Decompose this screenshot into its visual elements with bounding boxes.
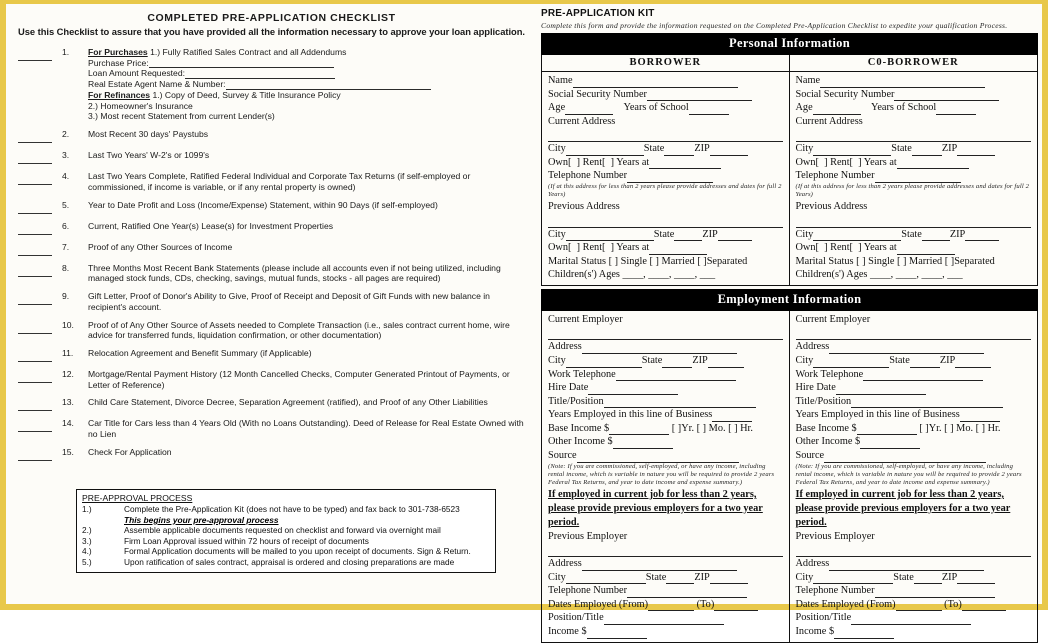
previous-address-label: Previous Address bbox=[795, 200, 868, 212]
item-number: 6. bbox=[62, 220, 70, 231]
checklist-item bbox=[18, 171, 527, 192]
prev-zip-input[interactable] bbox=[965, 230, 999, 241]
prev-position-title-label: Position/Title bbox=[548, 612, 604, 624]
checkbox-blank-line[interactable] bbox=[18, 352, 52, 362]
work-telephone-input[interactable] bbox=[616, 370, 736, 381]
step-text: Upon ratification of sales contract, appraisal is ordered and closing preparations are made bbox=[124, 557, 455, 568]
checklist-item bbox=[18, 320, 527, 341]
state-label: State bbox=[643, 143, 665, 155]
previous-employer-label: Previous Employer bbox=[795, 530, 875, 542]
pre-approval-step bbox=[82, 504, 490, 515]
name-label: Name bbox=[548, 75, 573, 86]
source-input[interactable] bbox=[577, 452, 739, 463]
base-income-label: Base Income $ bbox=[795, 422, 857, 434]
previous-address-label: Previous Address bbox=[548, 200, 620, 212]
rent-label[interactable]: ] Rent[ bbox=[824, 156, 853, 168]
prev-state-label: State bbox=[901, 228, 922, 240]
emp-address-input[interactable] bbox=[582, 343, 737, 354]
two-year-warning: If employed in current job for less than 2 years, please provide previous employers for a two year period. bbox=[548, 488, 763, 528]
step-number: 5.) bbox=[82, 557, 92, 568]
prev-state-input[interactable] bbox=[674, 230, 702, 241]
prev-city-label: City bbox=[548, 228, 566, 240]
checklist-title: COMPLETED PRE-APPLICATION CHECKLIST bbox=[147, 12, 396, 24]
checklist-item bbox=[18, 263, 527, 284]
prev-emp-city-input[interactable] bbox=[813, 573, 893, 584]
ssn-label: Social Security Number bbox=[795, 88, 895, 100]
prev-emp-zip-label: ZIP bbox=[941, 571, 958, 583]
emp-zip-input[interactable] bbox=[708, 357, 744, 368]
age-label: Age bbox=[548, 102, 566, 114]
emp-address-label: Address bbox=[548, 341, 582, 353]
years-school-input[interactable] bbox=[936, 104, 976, 115]
checkbox-blank-line[interactable] bbox=[18, 324, 52, 334]
other-income-label: Other Income $ bbox=[548, 436, 613, 448]
item-text: Check For Application bbox=[88, 446, 172, 457]
income-period-label[interactable]: [ ]Yr. [ ] Mo. [ ] Hr. bbox=[671, 422, 753, 434]
base-income-input[interactable] bbox=[857, 424, 917, 435]
item-number: 14. bbox=[62, 418, 74, 429]
name-input[interactable] bbox=[820, 77, 985, 88]
checklist-item bbox=[18, 447, 527, 461]
prev-own-label[interactable]: Own[ bbox=[548, 242, 572, 254]
current-address-input[interactable] bbox=[548, 129, 783, 142]
emp-address-label: Address bbox=[795, 341, 830, 353]
own-label[interactable]: Own[ bbox=[795, 156, 819, 168]
telephone-label: Telephone Number bbox=[548, 170, 628, 182]
purchase-price-label: Purchase Price: bbox=[88, 57, 149, 68]
other-income-label: Other Income $ bbox=[795, 436, 861, 448]
checklist-item bbox=[18, 150, 527, 164]
checklist-subtitle: Use this Checklist to assure that you have provided all the information necessary to approve your loan application. bbox=[18, 26, 525, 37]
purchase-price-rule[interactable] bbox=[149, 59, 334, 68]
item-text: Proof of any Other Sources of Income bbox=[88, 241, 233, 252]
marital-status-label[interactable]: Marital Status [ ] Single [ ] Married [ ]Separated bbox=[548, 255, 748, 267]
prev-emp-city-label: City bbox=[795, 571, 814, 583]
years-employed-label: Years Employed in this line of Business bbox=[795, 409, 960, 421]
pre-approval-step bbox=[82, 546, 490, 557]
source-label: Source bbox=[795, 450, 825, 462]
kit-title: PRE-APPLICATION KIT bbox=[541, 8, 655, 19]
city-input[interactable] bbox=[813, 145, 891, 156]
pre-approval-step bbox=[82, 525, 490, 536]
address-note: (If at this address for less than 2 years please provide addresses and dates for full 2 Years) bbox=[548, 183, 782, 199]
years-school-label: Years of School bbox=[870, 102, 937, 114]
rent-label[interactable]: ] Rent[ bbox=[576, 156, 606, 168]
checklist-item bbox=[18, 221, 527, 235]
two-year-warning: If employed in current job for less than 2 years, please provide previous employers for a two year period. bbox=[795, 488, 1011, 528]
name-input[interactable] bbox=[573, 77, 738, 88]
state-input[interactable] bbox=[664, 145, 694, 156]
prev-rent-label[interactable]: ] Rent[ bbox=[824, 242, 853, 254]
title-position-label: Title/Position bbox=[795, 395, 852, 407]
item-text bbox=[88, 47, 527, 122]
prev-emp-zip-input[interactable] bbox=[957, 573, 995, 584]
step-number: 4.) bbox=[82, 546, 92, 557]
item-text: Relocation Agreement and Benefit Summary (if Applicable) bbox=[88, 348, 312, 359]
age-label: Age bbox=[795, 102, 813, 114]
prev-emp-telephone-label: Telephone Number bbox=[795, 585, 875, 597]
borrower-personal-column bbox=[542, 72, 790, 285]
years-at-input[interactable] bbox=[897, 158, 969, 169]
prev-zip-label: ZIP bbox=[949, 228, 966, 240]
prev-rent-label[interactable]: ] Rent[ bbox=[576, 242, 606, 254]
prev-emp-city-input[interactable] bbox=[566, 573, 646, 584]
prev-emp-state-label: State bbox=[893, 571, 914, 583]
title-position-input[interactable] bbox=[851, 397, 1003, 408]
emp-state-input[interactable] bbox=[662, 357, 692, 368]
checklist-pane bbox=[6, 4, 535, 604]
checkbox-blank-line[interactable] bbox=[18, 267, 52, 277]
item-number: 5. bbox=[62, 199, 70, 210]
ssn-label: Social Security Number bbox=[548, 88, 647, 100]
current-employer-label: Current Employer bbox=[548, 313, 623, 325]
borrower-employment-column bbox=[542, 311, 790, 642]
borrower-header: BORROWER bbox=[629, 57, 702, 68]
prev-position-title-input[interactable] bbox=[851, 614, 971, 625]
current-employer-input[interactable] bbox=[796, 327, 1032, 340]
other-income-input[interactable] bbox=[613, 438, 673, 449]
title-position-input[interactable] bbox=[604, 397, 756, 408]
prev-zip-label: ZIP bbox=[702, 228, 718, 240]
pre-approval-step bbox=[82, 536, 490, 547]
zip-label: ZIP bbox=[694, 143, 710, 155]
previous-employer-label: Previous Employer bbox=[548, 530, 628, 542]
telephone-label: Telephone Number bbox=[795, 170, 875, 182]
prev-state-input[interactable] bbox=[922, 230, 950, 241]
prev-income-input[interactable] bbox=[834, 628, 894, 639]
pre-approval-process-box bbox=[76, 489, 496, 573]
previous-address-input[interactable] bbox=[796, 215, 1032, 228]
item-text: Last Two Years' W-2's or 1099's bbox=[88, 150, 210, 161]
checklist-item bbox=[18, 348, 527, 362]
checklist-item bbox=[18, 397, 527, 411]
dates-employed-to-label: (To) bbox=[944, 598, 962, 610]
current-employer-label: Current Employer bbox=[795, 313, 871, 325]
zip-label: ZIP bbox=[941, 143, 958, 155]
state-label: State bbox=[891, 143, 912, 155]
prev-emp-telephone-input[interactable] bbox=[627, 587, 747, 598]
checkbox-blank-line[interactable] bbox=[18, 451, 52, 461]
dates-employed-from-label: Dates Employed (From) bbox=[795, 598, 896, 610]
item-text: Current, Ratified One Year(s) Lease(s) for Investment Properties bbox=[88, 220, 334, 231]
city-label: City bbox=[795, 143, 814, 155]
emp-state-label: State bbox=[889, 354, 910, 366]
item-number: 12. bbox=[62, 369, 74, 380]
prev-years-at-label: ] Years at bbox=[858, 242, 897, 254]
checklist-item bbox=[18, 418, 527, 439]
emp-city-label: City bbox=[548, 354, 566, 366]
emp-city-input[interactable] bbox=[566, 357, 642, 368]
hire-date-label: Hire Date bbox=[795, 382, 836, 394]
years-school-label: Years of School bbox=[623, 102, 689, 114]
age-input[interactable] bbox=[813, 104, 861, 115]
prev-position-title-label: Position/Title bbox=[795, 612, 852, 624]
item-text: Car Title for Cars less than 4 Years Old (With no Loans Outstanding). Deed of Release for Real Estate Owned with no Lien bbox=[88, 418, 524, 440]
pre-approval-step bbox=[82, 557, 490, 568]
prev-emp-address-input[interactable] bbox=[582, 560, 737, 571]
item-number: 3. bbox=[62, 150, 70, 161]
emp-city-label: City bbox=[795, 354, 814, 366]
emp-state-input[interactable] bbox=[910, 357, 940, 368]
checkbox-blank-line[interactable] bbox=[18, 133, 52, 143]
checkbox-blank-line[interactable] bbox=[18, 154, 52, 164]
employment-information-table bbox=[541, 311, 1038, 643]
checklist-item bbox=[18, 129, 527, 143]
agent-name-label: Real Estate Agent Name & Number: bbox=[88, 79, 226, 90]
personal-information-table bbox=[541, 72, 1038, 286]
checkbox-blank-line[interactable] bbox=[18, 373, 52, 383]
item-text: Child Care Statement, Divorce Decree, Separation Agreement (ratified), and Proof of any Other Liabilities bbox=[88, 397, 488, 408]
title-position-label: Title/Position bbox=[548, 395, 604, 407]
checklist-item bbox=[18, 369, 527, 390]
item-number: 9. bbox=[62, 291, 70, 302]
checklist-item bbox=[18, 47, 527, 122]
item-text: Three Months Most Recent Bank Statements (please include all accounts even if not being utilized, including managed stock funds, CDs, checking, savings, mutual funds, stocks - all pages are required) bbox=[88, 262, 501, 284]
years-at-label: ] Years at bbox=[610, 156, 650, 168]
item-text: Most Recent 30 days' Paystubs bbox=[88, 129, 209, 140]
for-purchases-label: For Purchases bbox=[88, 47, 148, 57]
employment-information-bar: Employment Information bbox=[541, 289, 1038, 311]
ssn-input[interactable] bbox=[647, 90, 752, 101]
hire-date-input[interactable] bbox=[836, 384, 926, 395]
years-school-input[interactable] bbox=[689, 104, 729, 115]
item-number: 7. bbox=[62, 241, 70, 252]
prev-emp-state-input[interactable] bbox=[914, 573, 942, 584]
base-income-label: Base Income $ bbox=[548, 422, 610, 434]
zip-input[interactable] bbox=[710, 145, 748, 156]
age-input[interactable] bbox=[565, 104, 613, 115]
prev-emp-telephone-input[interactable] bbox=[875, 587, 995, 598]
pre-approval-emphasis: This begins your pre-approval process bbox=[124, 514, 279, 525]
dates-to-input[interactable] bbox=[714, 600, 758, 611]
other-income-input[interactable] bbox=[860, 438, 920, 449]
checklist-item bbox=[18, 200, 527, 214]
item-text: Gift Letter, Proof of Donor's Ability to Give, Proof of Receipt and Deposit of Gift Funds with new balance in recipient's account. bbox=[88, 291, 490, 312]
step-number: 3.) bbox=[82, 535, 92, 546]
years-at-label: ] Years at bbox=[858, 156, 897, 168]
step-number: 2.) bbox=[82, 524, 92, 535]
ssn-input[interactable] bbox=[894, 90, 999, 101]
hire-date-input[interactable] bbox=[588, 384, 678, 395]
checkbox-blank-line[interactable] bbox=[18, 401, 52, 411]
prev-state-label: State bbox=[653, 228, 675, 240]
own-label[interactable]: Own[ bbox=[548, 156, 572, 168]
zip-input[interactable] bbox=[957, 145, 995, 156]
state-input[interactable] bbox=[912, 145, 942, 156]
checkbox-blank-line[interactable] bbox=[18, 175, 52, 185]
prev-years-at-label: ] Years at bbox=[610, 242, 650, 254]
income-period-label[interactable]: [ ]Yr. [ ] Mo. [ ] Hr. bbox=[919, 422, 1001, 434]
checkbox-blank-line[interactable] bbox=[18, 246, 52, 256]
prev-city-label: City bbox=[795, 228, 814, 240]
emp-city-input[interactable] bbox=[813, 357, 889, 368]
marital-status-label[interactable]: Marital Status [ ] Single [ ] Married [ ]Separated bbox=[795, 255, 995, 267]
refinance-line-2: 2.) Homeowner's Insurance bbox=[88, 100, 193, 111]
item-text: Last Two Years Complete, Ratified Federal Individual and Corporate Tax Returns (if self-employed or commissioned, if income is variable, or if any rental property is owned) bbox=[88, 171, 471, 192]
prev-position-title-input[interactable] bbox=[604, 614, 724, 625]
for-refinances-label: For Refinances bbox=[88, 89, 151, 100]
prev-emp-city-label: City bbox=[548, 571, 566, 583]
telephone-input[interactable] bbox=[875, 172, 961, 183]
loan-amount-rule[interactable] bbox=[185, 70, 335, 79]
name-label: Name bbox=[795, 75, 821, 86]
emp-address-input[interactable] bbox=[829, 343, 984, 354]
hire-date-label: Hire Date bbox=[548, 382, 589, 394]
dates-to-input[interactable] bbox=[962, 600, 1006, 611]
address-note: (If at this address for less than 2 years please provide addresses and dates for full 2 Years) bbox=[795, 183, 1030, 199]
dates-employed-to-label: (To) bbox=[696, 598, 715, 610]
emp-state-label: State bbox=[641, 354, 663, 366]
prev-emp-state-input[interactable] bbox=[666, 573, 694, 584]
prev-income-label: Income $ bbox=[548, 626, 587, 638]
prev-years-at-input[interactable] bbox=[897, 244, 955, 255]
current-employer-input[interactable] bbox=[548, 327, 783, 340]
personal-column-headers bbox=[541, 55, 1038, 72]
prev-zip-input[interactable] bbox=[718, 230, 752, 241]
income-note: (Note: If you are commissioned, self-employed, or have any income, including rental income, which is variable in nature you will be required to provide 2 years Federal Tax Returns, and year to date income and expense summary.) bbox=[795, 462, 1022, 487]
prev-own-label[interactable]: Own[ bbox=[795, 242, 819, 254]
years-employed-input[interactable] bbox=[712, 411, 752, 422]
step-number: 1.) bbox=[82, 504, 92, 514]
two-column-layout bbox=[6, 4, 1042, 638]
work-telephone-label: Work Telephone bbox=[548, 368, 616, 380]
prev-income-input[interactable] bbox=[587, 628, 647, 639]
item-number: 1. bbox=[62, 47, 70, 57]
years-employed-label: Years Employed in this line of Business bbox=[548, 409, 713, 421]
previous-employer-input[interactable] bbox=[548, 544, 783, 557]
item-text: Proof of of Any Other Source of Assets needed to Complete Transaction (i.e., sales contract current home, wire advice for transferred funds, liquidation confirmation, or other documentation) bbox=[88, 319, 510, 341]
years-employed-input[interactable] bbox=[960, 411, 1000, 422]
emp-zip-label: ZIP bbox=[692, 354, 708, 366]
dates-from-input[interactable] bbox=[896, 600, 942, 611]
pre-approval-title: PRE-APPROVAL PROCESS bbox=[82, 493, 193, 503]
step-text: Formal Application documents will be mailed to you upon receipt of documents. Sign & Return. bbox=[124, 546, 471, 557]
personal-information-bar: Personal Information bbox=[541, 33, 1038, 55]
loan-amount-label: Loan Amount Requested: bbox=[88, 68, 185, 79]
application-kit-pane bbox=[535, 4, 1042, 638]
step-text: Firm Loan Approval issued within 72 hours of receipt of documents bbox=[124, 535, 369, 546]
years-at-input[interactable] bbox=[649, 158, 721, 169]
base-income-input[interactable] bbox=[609, 424, 669, 435]
telephone-input[interactable] bbox=[627, 172, 713, 183]
source-input[interactable] bbox=[824, 452, 986, 463]
city-label: City bbox=[548, 143, 566, 155]
work-telephone-input[interactable] bbox=[863, 370, 983, 381]
item-number: 10. bbox=[62, 319, 74, 330]
prev-emp-telephone-label: Telephone Number bbox=[548, 585, 628, 597]
work-telephone-label: Work Telephone bbox=[795, 368, 864, 380]
checkbox-blank-line[interactable] bbox=[18, 295, 52, 305]
checkbox-blank-line[interactable] bbox=[18, 204, 52, 214]
checkbox-blank-line[interactable] bbox=[18, 225, 52, 235]
item-text: Mortgage/Rental Payment History (12 Month Cancelled Checks, Computer Generated Printout of Payments, or Letter of Reference) bbox=[88, 369, 510, 390]
children-ages-label[interactable]: Children(s') Ages ____, ____, ____, ___ bbox=[548, 269, 716, 281]
prev-emp-zip-input[interactable] bbox=[710, 573, 748, 584]
item-number: 4. bbox=[62, 171, 70, 182]
emp-zip-input[interactable] bbox=[955, 357, 991, 368]
city-input[interactable] bbox=[566, 145, 644, 156]
dates-from-input[interactable] bbox=[648, 600, 694, 611]
item-number: 15. bbox=[62, 446, 74, 457]
checkbox-blank-line[interactable] bbox=[18, 422, 52, 432]
item-number: 2. bbox=[62, 129, 70, 140]
income-note: (Note: If you are commissioned, self-employed, or have any income, including rental income, which is variable in nature you will be required to provide 2 years Federal Tax Returns, and year to date income and expense summary.) bbox=[548, 462, 775, 487]
dates-employed-from-label: Dates Employed (From) bbox=[548, 598, 649, 610]
item-number: 13. bbox=[62, 397, 74, 408]
source-label: Source bbox=[548, 450, 577, 462]
current-address-label: Current Address bbox=[795, 115, 863, 127]
prev-emp-address-input[interactable] bbox=[829, 560, 984, 571]
children-ages-label[interactable]: Children(s') Ages ____, ____, ____, ___ bbox=[795, 269, 963, 281]
item-text: Year to Date Profit and Loss (Income/Expense) Statement, within 90 Days (if self-employed) bbox=[88, 199, 438, 210]
step-text: Complete the Pre-Application Kit (does not have to be typed) and fax back to 301-738-6523 bbox=[124, 504, 460, 514]
prev-city-input[interactable] bbox=[566, 230, 654, 241]
prev-emp-state-label: State bbox=[645, 571, 667, 583]
item-number: 11. bbox=[62, 348, 74, 359]
coborrower-employment-column bbox=[790, 311, 1038, 642]
checklist-item bbox=[18, 242, 527, 256]
coborrower-header: C0-BORROWER bbox=[867, 57, 959, 68]
step-text: Assemble applicable documents requested on checklist and forward via overnight mail bbox=[124, 524, 441, 535]
checklist-item bbox=[18, 291, 527, 312]
prev-emp-address-label: Address bbox=[795, 558, 830, 570]
checkbox-blank-line[interactable] bbox=[18, 51, 52, 61]
prev-income-label: Income $ bbox=[795, 626, 835, 638]
prev-emp-address-label: Address bbox=[548, 558, 582, 570]
coborrower-personal-column bbox=[790, 72, 1038, 285]
emp-zip-label: ZIP bbox=[939, 354, 956, 366]
kit-subtitle: Complete this form and provide the information requested on the Completed Pre-Application Checklist to expedite your qualification Process. bbox=[541, 21, 1008, 30]
item-number: 8. bbox=[62, 262, 70, 273]
prev-emp-zip-label: ZIP bbox=[694, 571, 710, 583]
refinance-line-3: 3.) Most recent Statement from current Lender(s) bbox=[88, 111, 275, 122]
previous-employer-input[interactable] bbox=[796, 544, 1032, 557]
agent-name-rule[interactable] bbox=[226, 81, 431, 90]
current-address-label: Current Address bbox=[548, 115, 616, 127]
prev-city-input[interactable] bbox=[813, 230, 901, 241]
for-purchases-rest: 1.) Fully Ratified Sales Contract and all Addendums bbox=[147, 47, 347, 57]
previous-address-input[interactable] bbox=[548, 215, 783, 228]
checklist-items bbox=[18, 47, 527, 461]
prev-years-at-input[interactable] bbox=[649, 244, 707, 255]
current-address-input[interactable] bbox=[796, 129, 1032, 142]
for-refinances-rest: 1.) Copy of Deed, Survey & Title Insurance Policy bbox=[150, 89, 341, 100]
